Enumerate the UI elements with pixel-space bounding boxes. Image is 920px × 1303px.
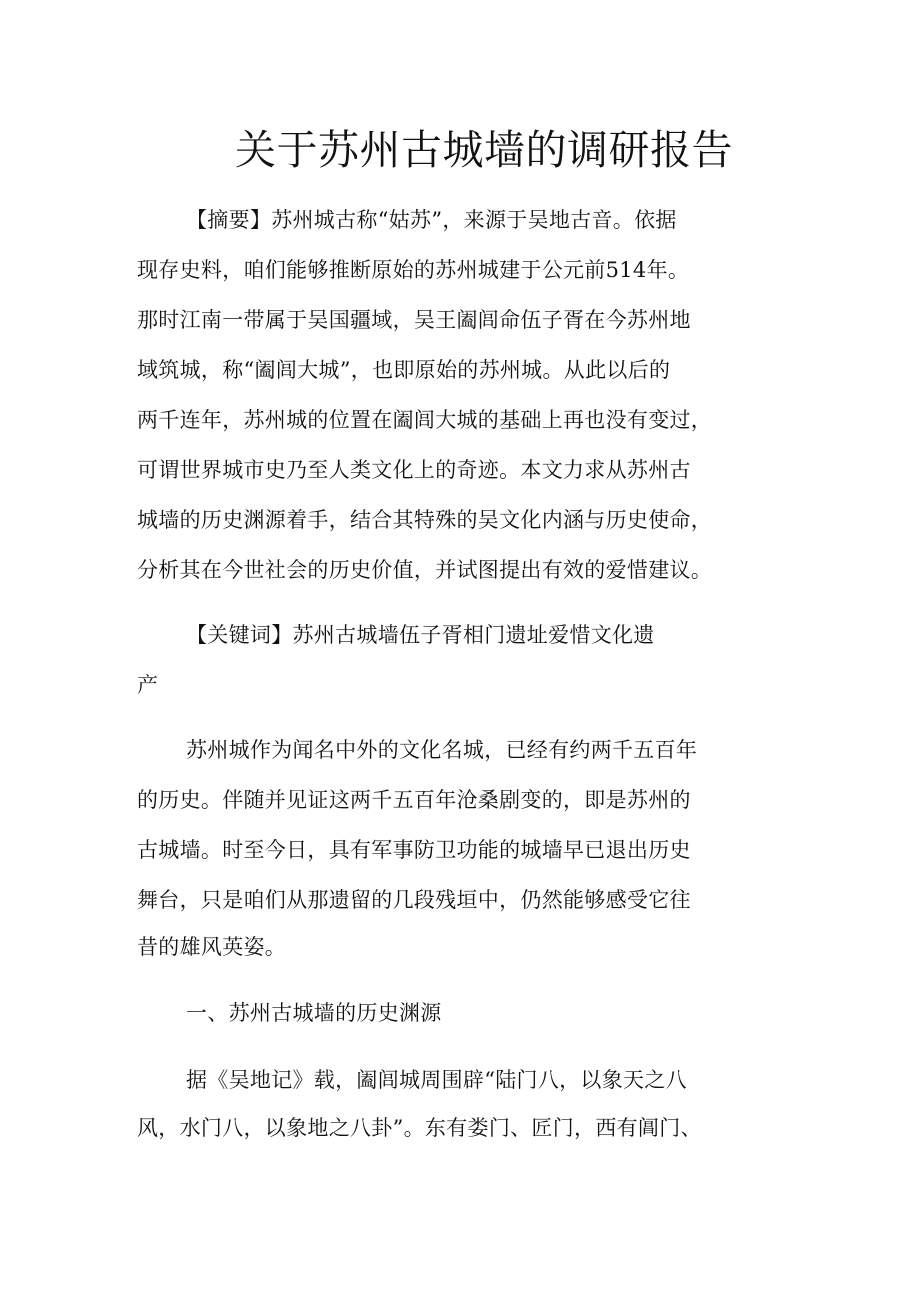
- abstract-line: 分析其在今世社会的历史价值，并试图提出有效的爱惜建议。: [137, 558, 713, 582]
- body-line: 风，水门八，以象地之八卦”。东有娄门、匠门，西有阊门、: [137, 1116, 702, 1140]
- abstract-line: 域筑城，称“阖闾大城”，也即原始的苏州城。从此以后的: [137, 358, 671, 382]
- abstract-line: 两千连年，苏州城的位置在阖闾大城的基础上再也没有变过，: [137, 408, 713, 432]
- abstract-line: 可谓世界城市史乃至人类文化上的奇迹。本文力求从苏州古: [137, 458, 691, 482]
- body-line: 苏州城作为闻名中外的文化名城，已经有约两千五百年: [186, 738, 698, 762]
- body-line: 昔的雄风英姿。: [137, 935, 287, 959]
- document-title: 关于苏州古城墙的调研报告: [235, 126, 733, 174]
- body-line: 古城墙。时至今日，具有军事防卫功能的城墙早已退出历史: [137, 838, 691, 862]
- abstract-line: 现存史料，咱们能够推断原始的苏州城建于公元前514年。: [137, 258, 690, 282]
- body-line: 据《吴地记》载，阖闾城周围辟“陆门八，以象天之八: [186, 1068, 687, 1092]
- body-line: 舞台，只是咱们从那遗留的几段残垣中，仍然能够感受它往: [137, 888, 691, 912]
- section-heading: 一、苏州古城墙的历史渊源: [186, 1001, 442, 1025]
- body-line: 的历史。伴随并见证这两千五百年沧桑剧变的，即是苏州的: [137, 788, 691, 812]
- keywords-line: 【关键词】苏州古城墙伍子胥相门遗址爱惜文化遗: [186, 623, 655, 647]
- abstract-line: 城墙的历史渊源着手，结合其特殊的吴文化内涵与历史使命，: [137, 508, 713, 532]
- abstract-line: 那时江南一带属于吴国疆域，吴王阖闾命伍子胥在今苏州地: [137, 308, 691, 332]
- abstract-line: 【摘要】苏州城古称“姑苏”，来源于吴地古音。依据: [186, 208, 677, 232]
- keywords-line: 产: [137, 673, 159, 697]
